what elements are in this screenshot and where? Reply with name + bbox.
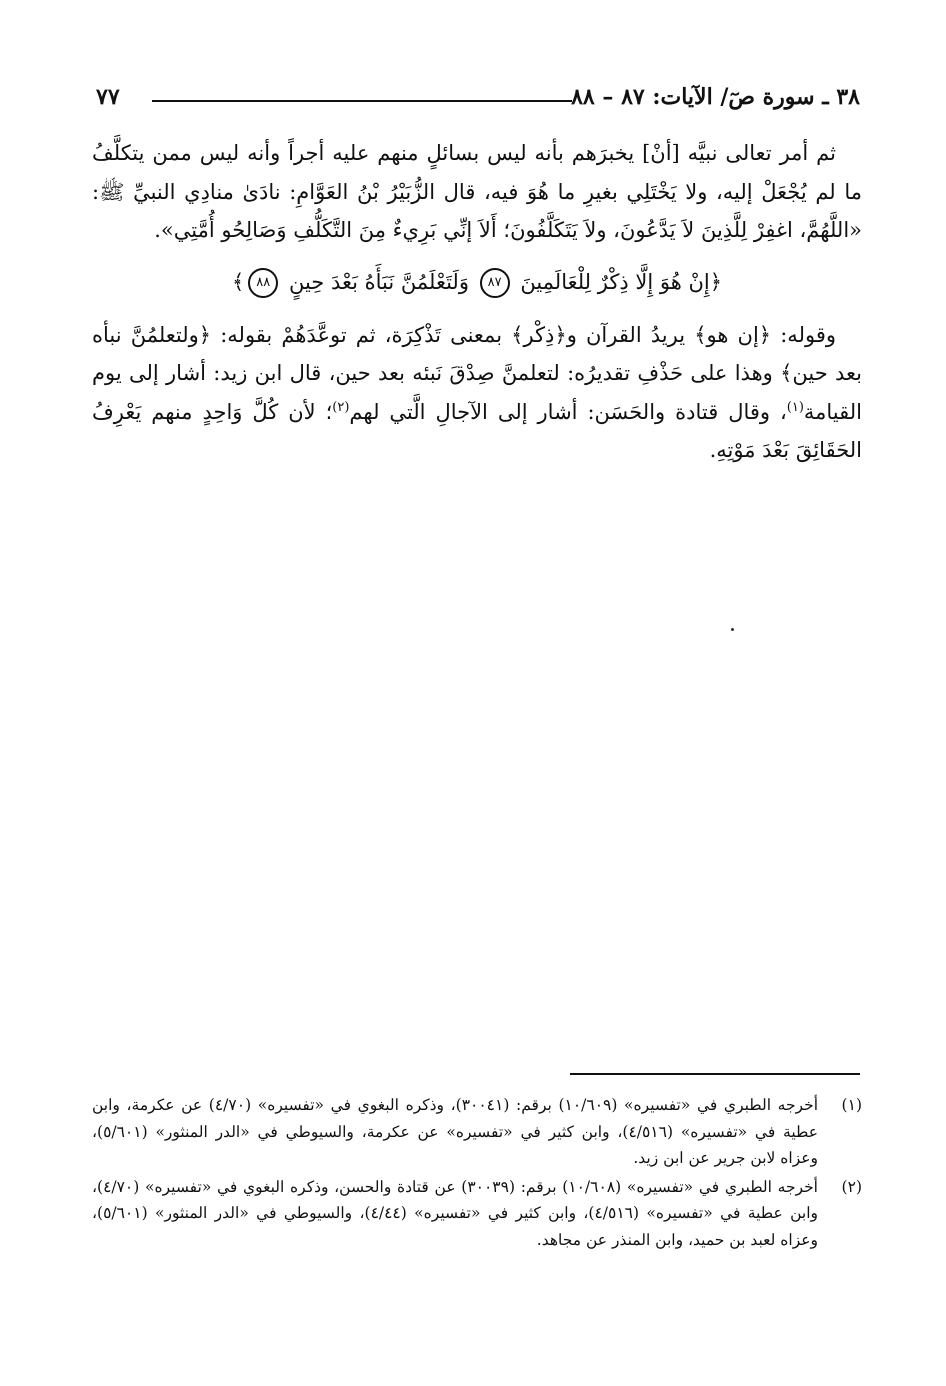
paragraph-1: ثم أمر تعالى نبيَّه [أنْ] يخبرَهم بأنه ليس بسائلٍ منهم عليه أجراً وأنه ليس ممن يتكلَّفُ ما لم يُجْعَلْ إليه، ولا يَخْتَلِي بغيرِ ما هُوَ فيه، قال الزُّبَيْرُ بْنُ العَوَّامِ: نادَىٰ منادِي النبيِّ ﷺ: «اللَّهُمَّ، اغفِرْ لِلَّذِينَ لاَ يَدَّعُونَ، ولاَ يَتَكَلَّفُونَ؛ أَلاَ إنِّي بَرِيءٌ مِنَ التَّكَلُّفِ وَصَالِحُو أُمَّتِي». <box>92 141 862 242</box>
footnote-ref-1[interactable]: (١) <box>786 399 804 415</box>
footnote-ref-2[interactable]: (٢) <box>332 399 350 415</box>
verse-text-87: إِنْ هُوَ إِلَّا ذِكْرٌ لِلْعَالَمِينَ <box>520 269 710 294</box>
ayah-number-87: ٨٧ <box>480 268 510 298</box>
header-rule <box>152 100 572 102</box>
stray-dot <box>731 628 734 631</box>
paragraph-2-part-1: وقوله: ﴿إن هو﴾ يريدُ القرآن و﴿ذِكْر﴾ بمعنى تَذْكِرَة، ثم توعَّدَهُمْ بقوله: ﴿ولتعلمُنَّ نبأه بعد حين﴾ وهذا على حَذْفِ تقديرُه: لتعلمنَّ صِدْقَ نَبئه بعد حين، قال ابن زيد: أشار إلى يوم القيامة <box>92 322 863 424</box>
paragraph-2 <box>92 316 862 470</box>
running-header <box>96 80 860 120</box>
footnotes <box>92 1092 862 1255</box>
main-text <box>92 134 862 470</box>
paragraph-2-part-3: ؛ لأن كُلَّ وَاحِدٍ منهم يَعْرِفُ الحَقَائِقَ بَعْدَ مَوْتِهِ. <box>92 399 862 462</box>
footnote-number-2: (٢) <box>841 1177 862 1196</box>
footnote-1 <box>92 1092 862 1172</box>
footnote-2 <box>92 1174 862 1254</box>
verse-close-bracket: ﴾ <box>231 269 245 294</box>
verse-open-bracket: ﴿ <box>709 269 723 294</box>
verse-text-88: وَلَتَعْلَمُنَّ نَبَأَهُ بَعْدَ حِينٍ <box>288 269 469 294</box>
ayah-number-88: ٨٨ <box>248 268 278 298</box>
footnote-number-1: (١) <box>841 1096 862 1114</box>
paragraph-2-part-2: ، وقال قتادة والحَسَن: أشار إلى الآجالِ الَّتي لهم <box>349 399 787 424</box>
header-title: ٣٨ ـ سورة صٓ/ الآيات: ٨٧ – ٨٨ <box>571 84 860 110</box>
quran-verse <box>92 256 862 308</box>
footnote-text-2: أخرجه الطبري في «تفسيره» (١٠/٦٠٨) برقم: (٣٠٠٣٩) عن قتادة والحسن، وذكره البغوي في «تفسيره» (٤/٧٠)، وابن عطية في «تفسيره» (٤/٥١٦)، وابن كثير في «تفسيره» (٤/٤٤)، والسيوطي في «الدر المنثور» (٥/٦٠١)، وعزاه لعبد بن حميد، وابن المنذر عن مجاهد. <box>92 1177 818 1249</box>
footnote-text-1: أخرجه الطبري في «تفسيره» (١٠/٦٠٩) برقم: (٣٠٠٤١)، وذكره البغوي في «تفسيره» (٤/٧٠) عن عكرمة، وابن عطية في «تفسيره» (٤/٥١٦)، وابن كثير في «تفسيره» عن عكرمة، والسيوطي في «الدر المنثور» (٥/٦٠١)، وعزاه لابن جرير عن ابن زيد. <box>92 1096 819 1167</box>
page-number: ٧٧ <box>96 84 120 110</box>
footnote-separator <box>570 1073 860 1075</box>
